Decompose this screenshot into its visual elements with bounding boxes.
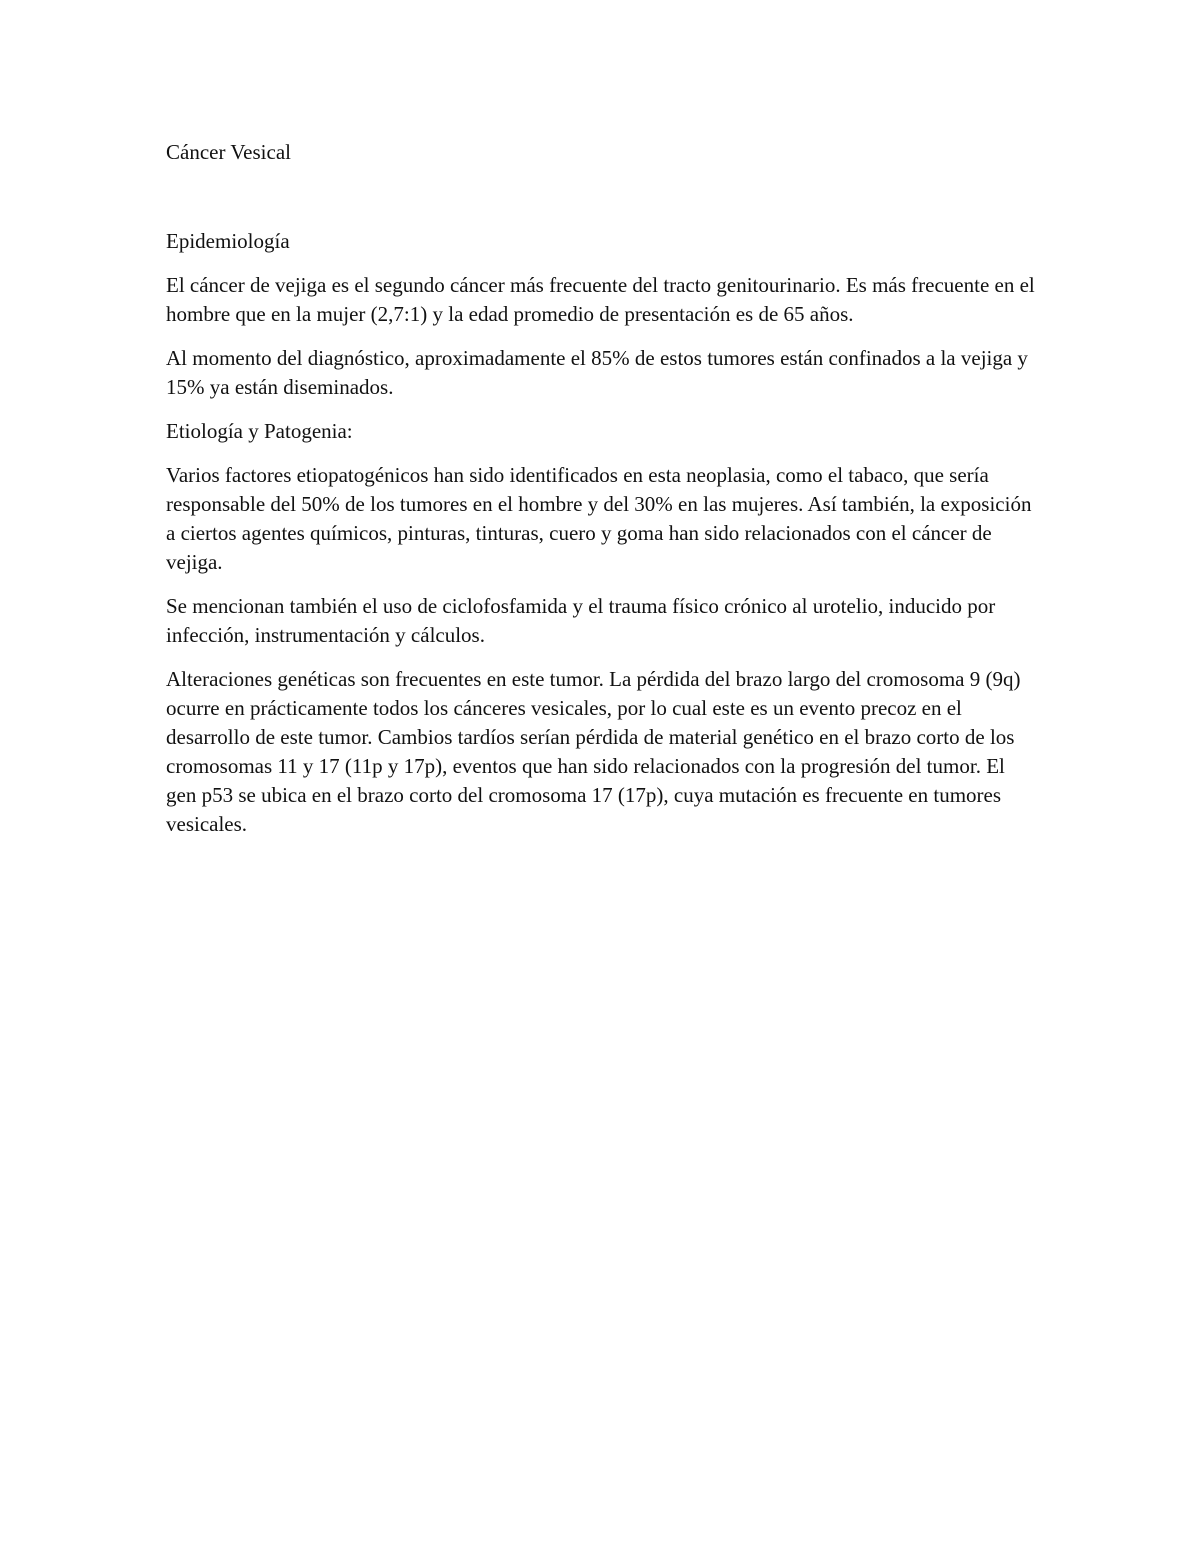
paragraph: Al momento del diagnóstico, aproximadamente el 85% de estos tumores están confinados a la vejiga y 15% ya están diseminados. [166,346,1028,399]
paragraph: Se mencionan también el uso de ciclofosfamida y el trauma físico crónico al urotelio, inducido por infección, instrumentación y cálculos. [166,594,996,647]
document-title: Cáncer Vesical [166,140,291,164]
paragraph: Varios factores etiopatogénicos han sido identificados en esta neoplasia, como el tabaco, que sería responsable del 50% de los tumores en el hombre y del 30% en las mujeres. Así también, la exposición a ciertos agentes químicos, pinturas, tinturas, cuero y goma han sido relacionados con el cáncer de vejiga. [166,463,1032,574]
document-body [166,138,1036,854]
section-heading-etiologia: Etiología y Patogenia: [166,419,353,443]
paragraph: Alteraciones genéticas son frecuentes en este tumor. La pérdida del brazo largo del cromosoma 9 (9q) ocurre en prácticamente todos los cánceres vesicales, por lo cual este es un evento precoz en el desarrollo de este tumor. Cambios tardíos serían pérdida de material genético en el brazo corto de los cromosomas 11 y 17 (11p y 17p), eventos que han sido relacionados con la progresión del tumor. El gen p53 se ubica en el brazo corto del cromosoma 17 (17p), cuya mutación es frecuente en tumores vesicales. [166,667,1021,836]
section-heading-epidemiologia: Epidemiología [166,229,290,253]
paragraph: El cáncer de vejiga es el segundo cáncer más frecuente del tracto genitourinario. Es más frecuente en el hombre que en la mujer (2,7:1) y la edad promedio de presentación es de 65 años. [166,273,1035,326]
